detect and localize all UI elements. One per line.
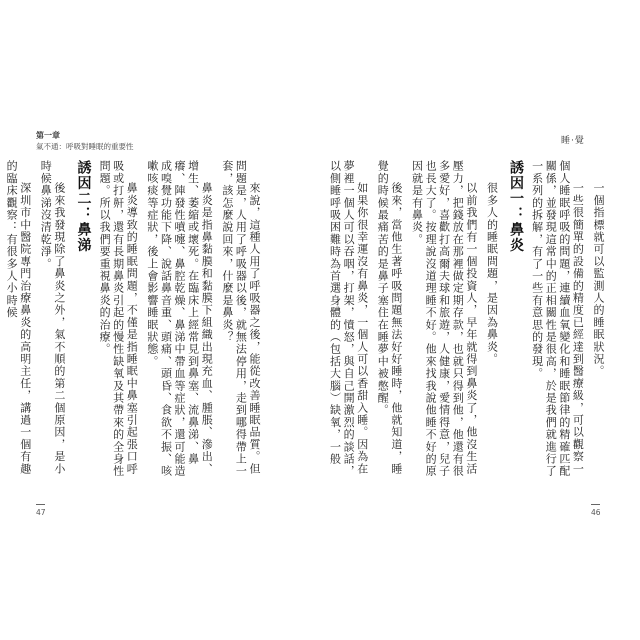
paragraph: 很多人的睡眠問題，是因為鼻炎。	[485, 182, 499, 365]
paragraph: 深圳市中醫院專門治療鼻炎的高明主任，講過一個有趣的臨床觀察：有很多人小時候	[5, 160, 32, 475]
paragraph: 鼻炎是指鼻黏膜和黏膜下組織出現充血、腫脹、滲出、增生、萎縮或壞死。在臨床上經常見到鼻塞、流鼻涕、鼻癢、陣發性噴嚏、鼻腔乾燥、鼻涕中帶血等症狀，還可能造成嗅覺功能下降、說話鼻音重、頭痛、頭昏、食欲不振、咳嗽咳痰等症狀，後上會影響睡眠狀態。	[145, 160, 214, 478]
page-rule	[36, 504, 45, 505]
chapter-header	[36, 131, 134, 152]
running-head: 睡·覺	[561, 136, 585, 146]
paragraph: 後來我發現除了鼻炎之外，氣不順的第二個原因，是小時候鼻涕沒清乾淨。	[39, 160, 66, 475]
section-title: 誘因一：鼻炎	[508, 160, 525, 253]
paragraph: 後來，當他生著呼吸問題無法好好睡時，他就知道，睡覺的時候最痛苦的是鼻子塞住在睡夢中被憋醒。	[376, 160, 403, 475]
page-number-left: 47	[36, 504, 46, 517]
right-page-body	[328, 160, 605, 484]
section-title: 誘因二：鼻涕	[75, 160, 92, 253]
paragraph: 一些很簡單的設備的精度已經達到醫療級，可以觀察一個人睡眠呼吸的問題，連續血氧變化和睡眠節律的精確匹配關係，並發現這常中的正相關性是很高，於是我們就進行了一系列的拆解，有了一些有意思的發現。	[530, 160, 585, 478]
page-rule	[591, 504, 600, 505]
paragraph: 如果你很幸運沒有鼻炎，一個人可以香甜入睡。因為在夢裡一個人可以吞咽，打架，憤怒，與自己開激烈的談話，以側睡呼吸困難時為首選身體的（包括大腦）缺氧，一般	[328, 160, 369, 478]
chapter-subtitle: 氣不通：呼吸對睡眠的重要性	[36, 142, 134, 151]
page-number-right: 46	[591, 504, 601, 517]
chapter-label: 第一章	[36, 131, 60, 140]
paragraph: 來說，這種人用了呼吸器之後，能從改善睡眠品質。但問題是，人用了呼吸器以後，就無法停用，走到哪得帶上一套，該怎麼說回來，什麼是鼻炎？	[220, 160, 261, 478]
paragraph: 以前我們有一個投資人，早年就得到鼻炎了，他沒生活壓力，把錢放在那裡做定期存款，也就只得到他，他還有很多愛好，喜歡打高爾夫球和旅遊，人健康，愛情得意，兒子也長大了。按理說沒道理睡不好。他來找我說他睡不好的原因就是有鼻炎。	[410, 160, 478, 478]
left-page-body	[5, 160, 261, 484]
paragraph: 一個指標就可以監測人的睡眠狀況。	[592, 182, 605, 378]
paragraph: 鼻炎導致的睡眠問題，不僅是指睡眠中鼻塞引起張口呼吸或打鼾，還有長期鼻炎引起的慢性缺氧及其帶來的全身性問題。所以我們要重視鼻炎的治療。	[98, 160, 139, 478]
